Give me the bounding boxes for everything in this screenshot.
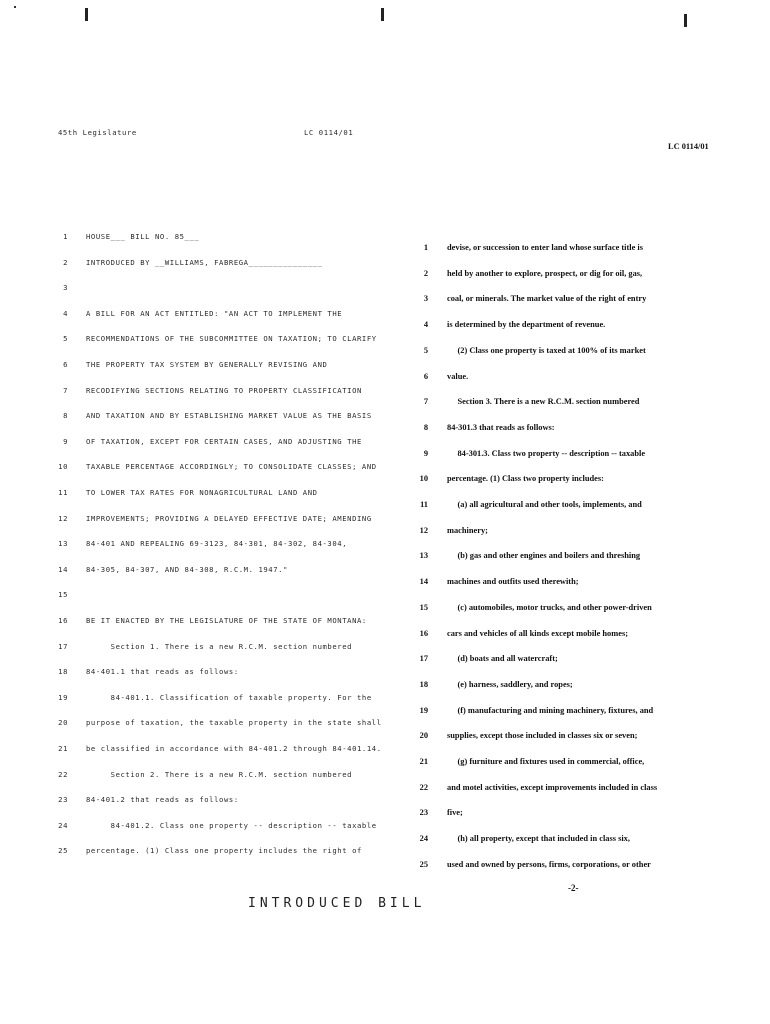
line-text: 84-401.1 that reads as follows: bbox=[86, 667, 239, 677]
line-text: purpose of taxation, the taxable property in the state shall bbox=[86, 718, 382, 728]
lc-number: LC 0114/01 bbox=[668, 142, 709, 151]
line-number: 14 bbox=[419, 577, 428, 587]
line-number: 14 bbox=[58, 564, 68, 574]
line-text: INTRODUCED BY __WILLIAMS, FABREGA_______________ bbox=[86, 257, 323, 267]
lc-number: LC 0114/01 bbox=[304, 128, 354, 137]
line-number: 18 bbox=[419, 679, 428, 689]
line-number: 5 bbox=[63, 334, 68, 344]
line-number: 19 bbox=[419, 705, 428, 715]
line-text: 84-401.2 that reads as follows: bbox=[86, 795, 239, 805]
line-number: 10 bbox=[419, 474, 428, 484]
page-number: -2- bbox=[568, 883, 579, 893]
line-number: 25 bbox=[419, 859, 428, 869]
registration-mark bbox=[381, 8, 384, 21]
line-number: 6 bbox=[63, 360, 68, 369]
line-text: (h) all property, except that included in class six, bbox=[447, 834, 630, 844]
line-text: (2) Class one property is taxed at 100% of its market bbox=[447, 345, 646, 355]
line-number: 20 bbox=[419, 731, 428, 741]
line-number: 16 bbox=[58, 616, 68, 625]
line-number: 22 bbox=[58, 769, 68, 779]
line-number: 10 bbox=[58, 462, 68, 472]
line-text: held by another to explore, prospect, or dig for oil, gas, bbox=[447, 268, 643, 278]
legislature-label: 45th Legislature bbox=[58, 128, 137, 137]
line-text: percentage. (1) Class one property includes the right of bbox=[86, 846, 362, 856]
line-number: 8 bbox=[63, 411, 68, 421]
line-number: 4 bbox=[423, 320, 428, 330]
line-number: 6 bbox=[423, 371, 428, 381]
line-text: (a) all agricultural and other tools, implements, and bbox=[447, 500, 642, 509]
line-number: 5 bbox=[423, 345, 428, 355]
line-text: TAXABLE PERCENTAGE ACCORDINGLY; TO CONSOLIDATE CLASSES; AND bbox=[86, 462, 377, 472]
line-text: used and owned by persons, firms, corporations, or other bbox=[447, 859, 651, 869]
line-text: OF TAXATION, EXCEPT FOR CERTAIN CASES, AND ADJUSTING THE bbox=[86, 436, 362, 446]
line-number: 9 bbox=[423, 448, 428, 458]
line-number: 25 bbox=[58, 846, 68, 856]
line-text: RECODIFYING SECTIONS RELATING TO PROPERTY CLASSIFICATION bbox=[86, 385, 362, 395]
line-text: (f) manufacturing and mining machinery, fixtures, and bbox=[447, 705, 654, 715]
line-text: machines and outfits used therewith; bbox=[447, 577, 579, 587]
line-text: IMPROVEMENTS; PROVIDING A DELAYED EFFECTIVE DATE; AMENDING bbox=[86, 513, 372, 523]
line-text: (e) harness, saddlery, and ropes; bbox=[447, 679, 573, 689]
line-text: 84-301.3. Class two property -- description -- taxable bbox=[447, 448, 646, 458]
registration-mark bbox=[85, 8, 88, 21]
line-text: machinery; bbox=[447, 525, 488, 535]
line-number: 18 bbox=[58, 667, 68, 677]
line-number: 8 bbox=[423, 422, 428, 432]
line-text: Section 3. There is a new R.C.M. section numbered bbox=[447, 397, 640, 407]
line-number: 24 bbox=[419, 834, 428, 844]
line-text: 84-301.3 that reads as follows: bbox=[447, 422, 555, 432]
line-number: 17 bbox=[58, 641, 68, 651]
line-text: 84-401 AND REPEALING 69-3123, 84-301, 84-302, 84-304, bbox=[86, 539, 348, 549]
line-text: (d) boats and all watercraft; bbox=[447, 654, 558, 664]
line-number: 7 bbox=[63, 385, 68, 395]
line-number: 13 bbox=[419, 551, 428, 561]
line-number: 2 bbox=[423, 268, 428, 278]
line-number: 21 bbox=[58, 744, 68, 753]
line-text: 84-305, 84-307, AND 84-308, R.C.M. 1947." bbox=[86, 564, 289, 574]
line-text: (g) furniture and fixtures used in commercial, office, bbox=[447, 757, 645, 766]
line-text: supplies, except those included in classes six or seven; bbox=[447, 731, 638, 741]
line-number: 13 bbox=[58, 539, 68, 549]
line-number: 21 bbox=[419, 757, 428, 766]
registration-mark bbox=[684, 14, 687, 27]
line-number: 22 bbox=[419, 782, 428, 792]
line-text: 84-401.2. Class one property -- description -- taxable bbox=[86, 820, 377, 830]
line-text: be classified in accordance with 84-401.2 through 84-401.14. bbox=[86, 744, 382, 753]
line-text: RECOMMENDATIONS OF THE SUBCOMMITTEE ON TAXATION; TO CLARIFY bbox=[86, 334, 377, 344]
line-text: value. bbox=[447, 371, 469, 381]
line-text: HOUSE___ BILL NO. 85___ bbox=[86, 232, 200, 241]
line-number: 15 bbox=[58, 590, 68, 600]
line-text: (c) automobiles, motor trucks, and other power-driven bbox=[447, 602, 652, 612]
line-number: 12 bbox=[419, 525, 428, 535]
line-number: 1 bbox=[63, 232, 68, 241]
line-text: 84-401.1. Classification of taxable property. For the bbox=[86, 692, 372, 702]
scan-speck bbox=[14, 6, 16, 8]
line-text: devise, or succession to enter land whose surface title is bbox=[447, 243, 644, 252]
line-number: 23 bbox=[419, 808, 428, 818]
line-text: percentage. (1) Class two property includes: bbox=[447, 474, 604, 484]
line-text: five; bbox=[447, 808, 463, 818]
line-number: 15 bbox=[419, 602, 428, 612]
line-number: 3 bbox=[63, 283, 68, 293]
line-number: 2 bbox=[63, 257, 68, 267]
line-text: and motel activities, except improvements included in class bbox=[447, 782, 658, 792]
line-number: 3 bbox=[423, 294, 428, 304]
line-number: 23 bbox=[58, 795, 68, 805]
line-number: 19 bbox=[58, 692, 68, 702]
line-number: 7 bbox=[423, 397, 428, 407]
line-text: Section 1. There is a new R.C.M. section numbered bbox=[86, 641, 353, 651]
line-text: cars and vehicles of all kinds except mobile homes; bbox=[447, 628, 628, 638]
line-text: THE PROPERTY TAX SYSTEM BY GENERALLY REVISING AND bbox=[86, 360, 328, 369]
line-number: 24 bbox=[58, 820, 68, 830]
line-text: coal, or minerals. The market value of the right of entry bbox=[447, 294, 647, 304]
line-text: BE IT ENACTED BY THE LEGISLATURE OF THE STATE OF MONTANA: bbox=[86, 616, 367, 625]
line-number: 9 bbox=[63, 436, 68, 446]
line-number: 1 bbox=[423, 243, 428, 252]
line-text: AND TAXATION AND BY ESTABLISHING MARKET VALUE AS THE BASIS bbox=[86, 411, 372, 421]
line-text: (b) gas and other engines and boilers and threshing bbox=[447, 551, 641, 561]
document-stamp: INTRODUCED BILL bbox=[248, 896, 426, 911]
line-number: 20 bbox=[58, 718, 68, 728]
line-number: 11 bbox=[58, 488, 68, 497]
line-text: TO LOWER TAX RATES FOR NONAGRICULTURAL LAND AND bbox=[86, 488, 318, 497]
line-number: 16 bbox=[419, 628, 428, 638]
line-number: 4 bbox=[63, 308, 68, 318]
line-text: Section 2. There is a new R.C.M. section numbered bbox=[86, 769, 353, 779]
line-number: 12 bbox=[58, 513, 68, 523]
line-number: 17 bbox=[419, 654, 428, 664]
line-text: A BILL FOR AN ACT ENTITLED: "AN ACT TO IMPLEMENT THE bbox=[86, 308, 343, 318]
line-number: 11 bbox=[420, 500, 428, 509]
line-text: is determined by the department of revenue. bbox=[447, 320, 606, 330]
